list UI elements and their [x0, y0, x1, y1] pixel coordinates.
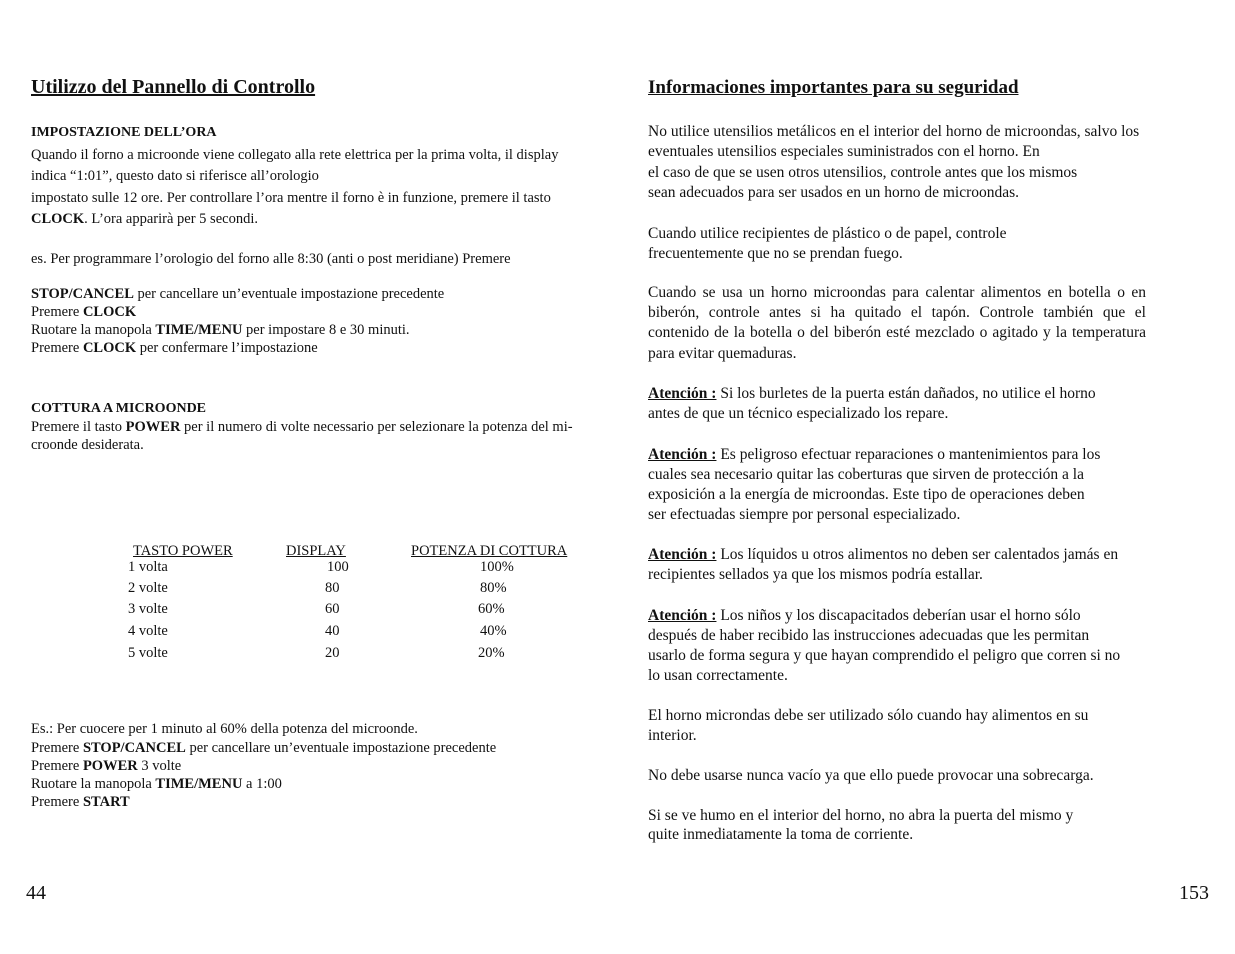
stop-cancel-key: STOP/CANCEL: [82, 740, 186, 756]
time-menu-key: TIME/MENU: [155, 776, 243, 792]
warning-2-line-2: cuales sea necesario quitar las coberturas que sirven de protección a la: [648, 466, 1084, 483]
table-cell: 5 volte: [128, 645, 168, 661]
power-key: POWER: [82, 758, 138, 774]
example-2-step-2: [31, 757, 181, 775]
microwave-p1-rest: per il numero di volte necessario per selezionare la potenza del mi-: [180, 419, 573, 435]
example-2-step-1: [31, 739, 496, 757]
smoke-line-2: quite inmediatamente la toma de corriente.: [648, 826, 914, 843]
clock-key: CLOCK: [82, 340, 137, 356]
table-cell: 40: [325, 623, 340, 639]
microwave-paragraph-line-2: croonde desiderata.: [31, 437, 144, 453]
table-cell: 60: [325, 601, 340, 617]
clock-paragraph-line-4: [31, 210, 258, 228]
microwave-p1-pre: Premere il tasto: [31, 419, 126, 435]
start-key: START: [82, 794, 130, 810]
smoke-line-1: Si se ve humo en el interior del horno, no abra la puerta del mismo y: [648, 807, 1074, 824]
microwave-paragraph-line-1: [31, 418, 573, 436]
clock-key: CLOCK: [82, 304, 137, 320]
clock-step-3-pre: Ruotare la manopola: [31, 322, 156, 338]
left-page-title: Utilizzo del Pannello di Controllo: [31, 76, 316, 98]
warning-2-line-4: ser efectuadas siempre por personal especializado.: [648, 506, 961, 523]
clock-step-4-pre: Premere: [31, 340, 83, 356]
table-cell: 2 volte: [128, 580, 168, 596]
stop-cancel-key: STOP/CANCEL: [31, 286, 134, 302]
microwave-heading: COTTURA A MICROONDE: [31, 401, 207, 416]
warning-1-line-1: [648, 384, 1096, 404]
table-cell: 40%: [480, 623, 507, 639]
warning-2-line-3: exposición a la energía de microondas. Este tipo de operaciones deben: [648, 486, 1085, 503]
plastic-paper-line-2: frecuentemente que no se prendan fuego.: [648, 245, 903, 262]
warning-label: Atención :: [648, 546, 717, 563]
clock-paragraph-line-4-rest: . L’ora apparirà per 5 secondi.: [84, 211, 258, 227]
metal-utensils-line-2: eventuales utensilios especiales suministrados con el horno. En: [648, 143, 1040, 160]
power-key: POWER: [125, 419, 181, 435]
ex2-s3-pre: Ruotare la manopola: [31, 776, 156, 792]
food-only-line-2: interior.: [648, 727, 697, 744]
clock-step-4: [31, 339, 318, 357]
table-cell: 80%: [480, 580, 507, 596]
warning-label: Atención :: [648, 385, 717, 402]
table-header-potenza: POTENZA DI COTTURA: [411, 543, 568, 559]
warning-4-line-4: lo usan correctamente.: [648, 667, 788, 684]
clock-key: CLOCK: [31, 211, 85, 227]
warning-2-line-1: [648, 445, 1100, 465]
table-cell: 100: [327, 559, 349, 575]
warning-1-line-2: antes de que un técnico especializado los repare.: [648, 405, 949, 422]
table-cell: 60%: [478, 601, 505, 617]
baby-bottle-paragraph: Cuando se usa un horno microondas para calentar alimentos en botella o en biberón, controle antes si ha quitado el tapón. Controle también que el contenido de la botella o del biberón esté mezclado o agitado y la temperatura para evitar quemaduras.: [648, 284, 1146, 362]
metal-utensils-line-4: sean adecuados para ser usados en un horno de microondas.: [648, 184, 1020, 201]
warning-1-text: Si los burletes de la puerta están dañados, no utilice el horno: [716, 385, 1096, 402]
warning-label: Atención :: [648, 446, 717, 463]
left-page-number: 44: [26, 882, 46, 904]
warning-4-line-1: [648, 606, 1081, 626]
right-page-title: Informaciones importantes para su seguridad: [648, 77, 1019, 98]
clock-step-1: [31, 285, 444, 303]
clock-step-3: [31, 321, 410, 339]
ex2-s2-rest: 3 volte: [137, 758, 182, 774]
table-cell: 4 volte: [128, 623, 168, 639]
right-page-number: 153: [1179, 882, 1209, 904]
ex2-s1-pre: Premere: [31, 740, 83, 756]
table-cell: 80: [325, 580, 340, 596]
plastic-paper-line-1: Cuando utilice recipientes de plástico o de papel, controle: [648, 225, 1007, 242]
food-only-line-1: El horno microndas debe ser utilizado sólo cuando hay alimentos en su: [648, 707, 1089, 724]
warning-4-text: Los niños y los discapacitados deberían usar el horno sólo: [716, 607, 1081, 624]
clock-example: es. Per programmare l’orologio del forno alle 8:30 (anti o post meridiane) Premere: [31, 251, 511, 267]
clock-step-2: [31, 303, 136, 321]
clock-step-4-rest: per confermare l’impostazione: [136, 340, 318, 356]
warning-4-line-2: después de haber recibido las instrucciones adecuadas que les permitan: [648, 627, 1090, 644]
clock-heading: IMPOSTAZIONE DELL’ORA: [31, 125, 217, 140]
table-cell: 1 volta: [128, 559, 168, 575]
warning-3-line-1: [648, 545, 1118, 565]
clock-step-2-pre: Premere: [31, 304, 83, 320]
clock-step-1-rest: per cancellare un’eventuale impostazione precedente: [133, 286, 445, 302]
table-cell: 3 volte: [128, 601, 168, 617]
ex2-s3-rest: a 1:00: [242, 776, 282, 792]
table-header-power: TASTO POWER: [133, 543, 233, 559]
empty-oven-line: No debe usarse nunca vacío ya que ello puede provocar una sobrecarga.: [648, 767, 1094, 784]
warning-2-text: Es peligroso efectuar reparaciones o mantenimientos para los: [716, 446, 1101, 463]
warning-label: Atención :: [648, 607, 717, 624]
ex2-s2-pre: Premere: [31, 758, 83, 774]
warning-3-line-2: recipientes sellados ya que los mismos podría estallar.: [648, 566, 983, 583]
metal-utensils-line-3: el caso de que se usen otros utensilios, controle antes que los mismos: [648, 164, 1078, 181]
time-menu-key: TIME/MENU: [155, 322, 243, 338]
example-2-step-4: [31, 793, 130, 811]
ex2-s1-rest: per cancellare un’eventuale impostazione precedente: [185, 740, 497, 756]
example-2-line: Es.: Per cuocere per 1 minuto al 60% della potenza del microonde.: [31, 721, 418, 737]
clock-step-3-rest: per impostare 8 e 30 minuti.: [242, 322, 410, 338]
clock-paragraph-line-3: impostato sulle 12 ore. Per controllare l’ora mentre il forno è in funzione, premere il tasto: [31, 190, 551, 206]
clock-paragraph-line-2: indica “1:01”, questo dato si riferisce all’orologio: [31, 168, 319, 184]
ex2-s4-pre: Premere: [31, 794, 83, 810]
table-cell: 20%: [478, 645, 505, 661]
clock-paragraph-line-1: Quando il forno a microonde viene collegato alla rete elettrica per la prima volta, il display: [31, 147, 559, 163]
example-2-step-3: [31, 775, 282, 793]
table-header-display: DISPLAY: [286, 543, 346, 559]
warning-4-line-3: usarlo de forma segura y que hayan comprendido el peligro que corren si no: [648, 647, 1121, 664]
metal-utensils-line-1: No utilice utensilios metálicos en el interior del horno de microondas, salvo los: [648, 123, 1140, 140]
table-cell: 20: [325, 645, 340, 661]
table-cell: 100%: [480, 559, 514, 575]
warning-3-text: Los líquidos u otros alimentos no deben ser calentados jamás en: [716, 546, 1119, 563]
